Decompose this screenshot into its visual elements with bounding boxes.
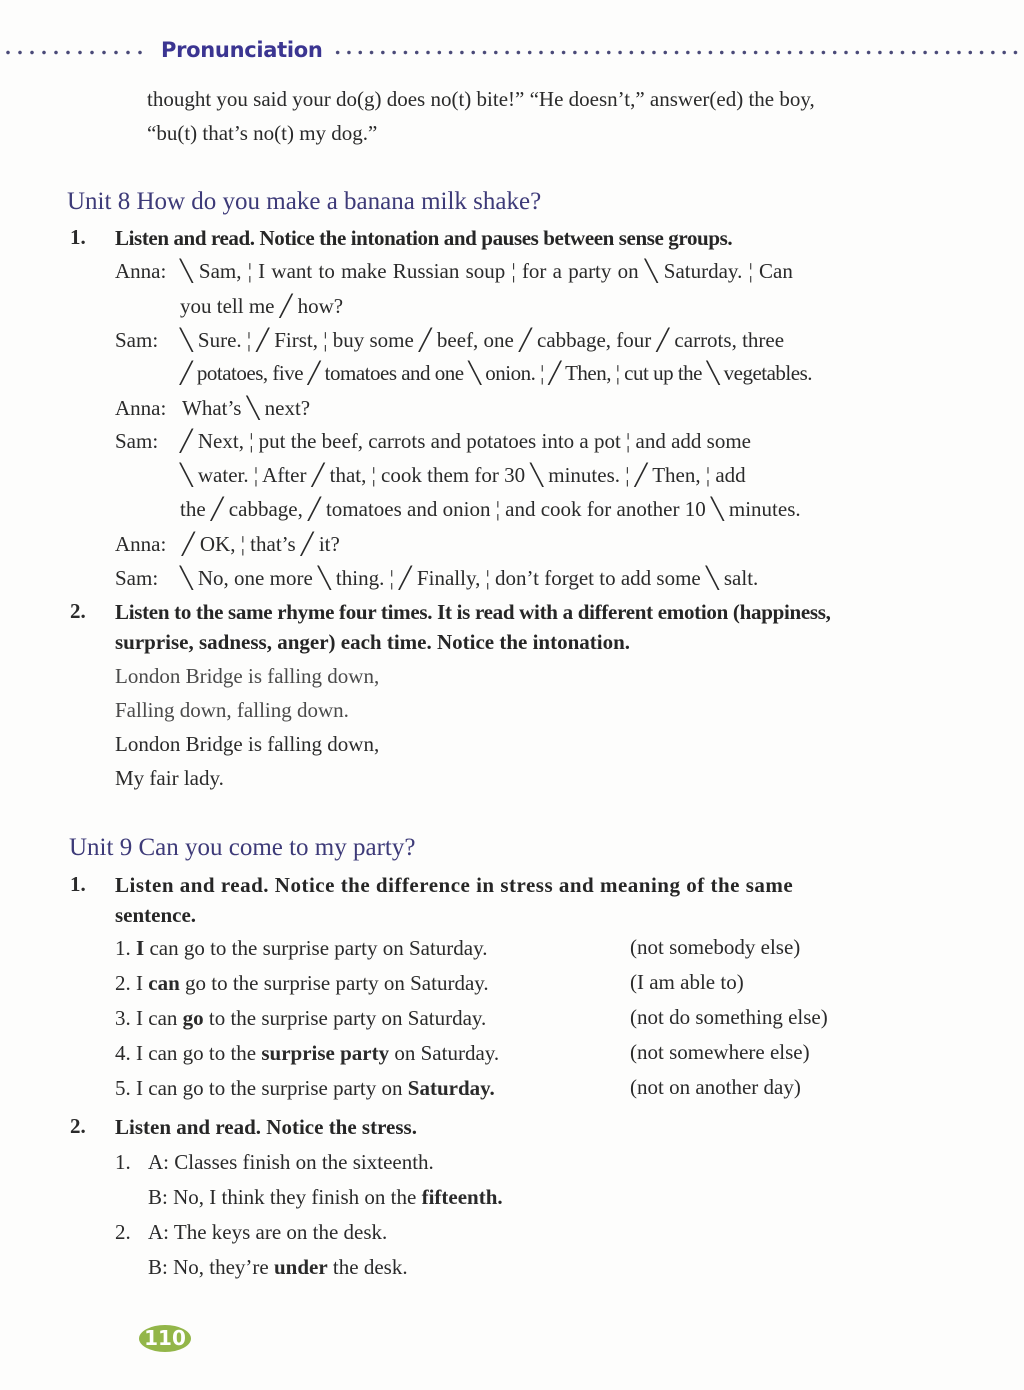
stressed-word: I (136, 936, 145, 960)
list-item (115, 935, 488, 961)
exercise-instruction: surprise, sadness, anger) each time. Notice the intonation. (115, 630, 631, 654)
dotted-rule-left (2, 50, 150, 55)
list-item (115, 1040, 499, 1066)
dialogue-line: ╲ water. ¦ After ╱ that, ¦ cook them for 30 ╲ minutes. ¦ ╱ Then, ¦ add (180, 463, 746, 487)
item-number: 2. (115, 971, 131, 995)
rhyme-line: My fair lady. (115, 766, 224, 790)
dialogue-line: ╲ Sam, ¦ I want to make Russian soup ¦ for a party on ╲ Saturday. ¦ Can (180, 259, 793, 283)
stressed-word: can (148, 971, 180, 995)
item-number: 3. (115, 1006, 131, 1030)
exercise-instruction: sentence. (115, 903, 197, 927)
list-item (115, 1075, 495, 1101)
dotted-rule-right (332, 50, 1022, 55)
dialogue-speaker: Anna: (115, 396, 167, 420)
dialogue-b (148, 1184, 503, 1210)
dialogue-line: ╲ Sure. ¦ ╱ First, ¦ buy some ╱ beef, one ╱ cabbage, four ╱ carrots, three (180, 328, 785, 352)
dialogue-speaker: Sam: (115, 328, 159, 352)
unit-9-title: Unit 9 Can you come to my party? (69, 834, 416, 861)
dialogue-speaker: Anna: (115, 532, 167, 556)
item-text: go to the surprise party on Saturday. (179, 971, 489, 995)
section-title: Pronunciation (161, 38, 323, 62)
stressed-word: under (273, 1255, 328, 1279)
exercise-number: 2. (70, 599, 86, 623)
dialogue-speaker: Sam: (115, 566, 159, 590)
dialogue-text: B: No, I think they finish on the (148, 1185, 422, 1209)
meaning: (not somebody else) (630, 935, 801, 959)
stressed-word: surprise party (261, 1041, 390, 1065)
meaning: (not do something else) (630, 1005, 828, 1029)
meaning: (not somewhere else) (630, 1040, 810, 1064)
item-number: 2. (115, 1220, 131, 1244)
exercise-number: 1. (70, 225, 86, 249)
section-header (0, 38, 1024, 66)
dialogue-line: ╲ No, one more ╲ thing. ¦ ╱ Finally, ¦ don’t forget to add some ╲ salt. (180, 566, 759, 590)
exercise-instruction: Listen and read. Notice the stress. (115, 1115, 417, 1139)
item-text: I can go to the surprise party on (136, 1076, 408, 1100)
exercise-instruction: Listen to the same rhyme four times. It is read with a different emotion (happiness, (115, 600, 831, 624)
exercise-instruction: Listen and read. Notice the difference in stress and meaning of the same (115, 873, 794, 897)
list-item (115, 1005, 486, 1031)
intro-text-line: “bu(t) that’s no(t) my dog.” (147, 121, 378, 145)
meaning: (I am able to) (630, 970, 744, 994)
item-number: 1. (115, 936, 131, 960)
meaning: (not on another day) (630, 1075, 801, 1099)
dialogue-speaker: Sam: (115, 429, 159, 453)
item-number: 5. (115, 1076, 131, 1100)
item-text: I can (136, 1006, 183, 1030)
dialogue-line: ╱ OK, ¦ that’s ╱ it? (182, 532, 340, 556)
rhyme-line: Falling down, falling down. (115, 698, 349, 722)
dialogue-line: you tell me ╱ how? (180, 294, 344, 318)
stressed-word: go (182, 1006, 204, 1030)
dialogue-a: A: Classes finish on the sixteenth. (148, 1150, 434, 1174)
dialogue-line: the ╱ cabbage, ╱ tomatoes and onion ¦ and cook for another 10 ╲ minutes. (180, 497, 801, 521)
item-number: 1. (115, 1150, 131, 1174)
dialogue-text: B: No, they’re (148, 1255, 274, 1279)
dialogue-b (148, 1254, 408, 1280)
exercise-number: 2. (70, 1114, 86, 1138)
intro-text-line: thought you said your do(g) does no(t) bite!” “He doesn’t,” answer(ed) the boy, (147, 87, 815, 111)
rhyme-line: London Bridge is falling down, (115, 732, 380, 756)
page-number-badge: 110 (139, 1325, 191, 1352)
rhyme-line: London Bridge is falling down, (115, 664, 380, 688)
item-text: I (136, 971, 149, 995)
exercise-instruction: Listen and read. Notice the intonation and pauses between sense groups. (115, 226, 733, 250)
dialogue-line: ╱ potatoes, five ╱ tomatoes and one ╲ onion. ¦ ╱ Then, ¦ cut up the ╲ vegetables. (180, 361, 813, 385)
item-text: on Saturday. (389, 1041, 500, 1065)
dialogue-a: A: The keys are on the desk. (148, 1220, 388, 1244)
item-text: to the surprise party on Saturday. (203, 1006, 487, 1030)
dialogue-line: ╱ Next, ¦ put the beef, carrots and potatoes into a pot ¦ and add some (180, 429, 751, 453)
item-text: I can go to the (136, 1041, 262, 1065)
item-number: 4. (115, 1041, 131, 1065)
dialogue-text: the desk. (327, 1255, 408, 1279)
unit-8-title: Unit 8 How do you make a banana milk shake? (67, 188, 542, 215)
dialogue-speaker: Anna: (115, 259, 167, 283)
stressed-word: Saturday. (407, 1076, 495, 1100)
exercise-number: 1. (70, 872, 86, 896)
item-text: can go to the surprise party on Saturday. (144, 936, 488, 960)
list-item (115, 970, 489, 996)
stressed-word: fifteenth. (421, 1185, 503, 1209)
dialogue-line: What’s ╲ next? (182, 396, 311, 420)
